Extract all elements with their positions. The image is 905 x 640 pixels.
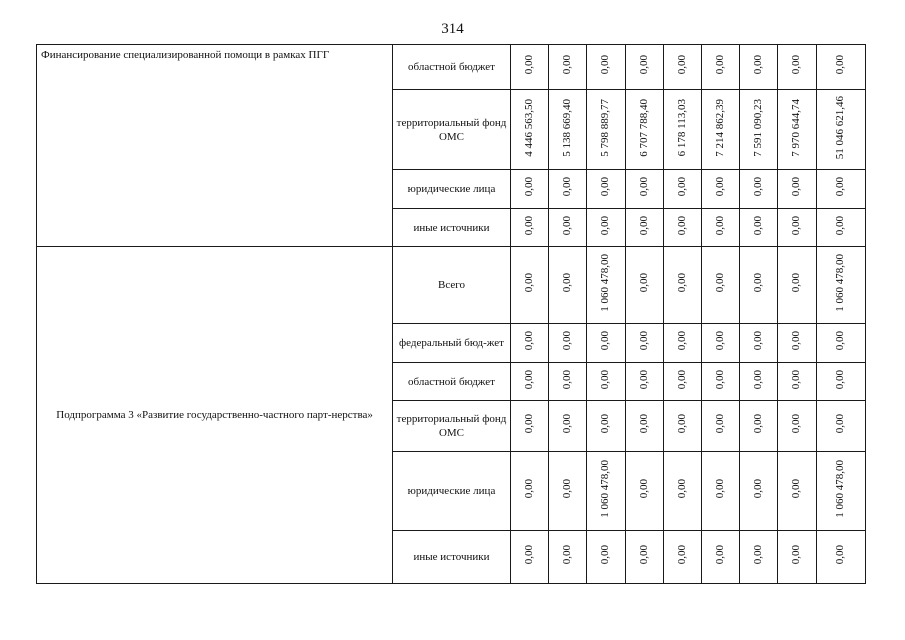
amount-cell xyxy=(587,170,625,209)
amount-value: 0,00 xyxy=(561,331,574,351)
amount-cell xyxy=(549,90,587,170)
amount-value: 0,00 xyxy=(675,177,688,197)
amount-value: 0,00 xyxy=(522,545,535,565)
amount-cell xyxy=(778,324,816,363)
amount-value: 0,00 xyxy=(675,55,688,75)
amount-value: 0,00 xyxy=(752,177,765,197)
amount-value: 0,00 xyxy=(675,369,688,390)
amount-cell xyxy=(625,363,663,401)
amount-value: 0,00 xyxy=(561,55,574,75)
amount-value: 0,00 xyxy=(790,215,803,236)
amount-value: 0,00 xyxy=(714,369,727,390)
amount-value: 0,00 xyxy=(637,414,650,434)
program-title: Финансирование специализированной помощи в рамках ПГГ xyxy=(37,45,393,247)
amount-value: 0,00 xyxy=(637,177,650,197)
amount-cell xyxy=(549,170,587,209)
table-row xyxy=(37,45,866,90)
amount-cell xyxy=(587,247,625,324)
amount-value: 7 214 862,39 xyxy=(714,98,727,157)
amount-value: 0,00 xyxy=(790,331,803,351)
amount-cell xyxy=(625,324,663,363)
amount-value: 4 446 563,50 xyxy=(522,98,535,157)
amount-cell xyxy=(549,247,587,324)
amount-cell xyxy=(778,209,816,247)
amount-value: 0,00 xyxy=(561,273,574,293)
amount-value: 0,00 xyxy=(637,479,650,499)
amount-cell xyxy=(510,247,548,324)
amount-value: 0,00 xyxy=(752,331,765,351)
amount-cell xyxy=(816,401,865,452)
amount-value: 1 060 478,00 xyxy=(834,254,847,312)
amount-value: 51 046 621,46 xyxy=(834,95,847,160)
amount-cell xyxy=(778,170,816,209)
amount-cell xyxy=(549,531,587,584)
amount-cell xyxy=(740,531,778,584)
amount-value: 0,00 xyxy=(714,55,727,75)
amount-value: 0,00 xyxy=(675,414,688,434)
amount-cell xyxy=(663,324,701,363)
amount-cell xyxy=(816,531,865,584)
amount-value: 0,00 xyxy=(637,369,650,390)
amount-cell xyxy=(510,324,548,363)
amount-cell xyxy=(625,401,663,452)
amount-cell xyxy=(510,45,548,90)
amount-cell xyxy=(587,90,625,170)
amount-value: 0,00 xyxy=(714,331,727,351)
amount-cell xyxy=(663,401,701,452)
amount-value: 0,00 xyxy=(834,55,847,75)
amount-value: 0,00 xyxy=(561,545,574,565)
amount-cell xyxy=(816,45,865,90)
amount-cell xyxy=(816,90,865,170)
amount-value: 0,00 xyxy=(714,479,727,499)
amount-value: 1 060 478,00 xyxy=(599,460,612,518)
amount-value: 5 798 889,77 xyxy=(599,98,612,157)
amount-value: 5 138 669,40 xyxy=(561,98,574,157)
amount-value: 7 591 090,23 xyxy=(752,98,765,157)
amount-cell xyxy=(740,170,778,209)
amount-value: 0,00 xyxy=(599,177,612,197)
funding-source-label: федеральный бюд-жет xyxy=(393,324,511,363)
amount-cell xyxy=(587,363,625,401)
amount-value: 0,00 xyxy=(752,55,765,75)
table-row xyxy=(37,247,866,324)
amount-value: 0,00 xyxy=(637,331,650,351)
amount-cell xyxy=(625,247,663,324)
amount-value: 0,00 xyxy=(599,331,612,351)
amount-cell xyxy=(816,247,865,324)
amount-cell xyxy=(701,363,739,401)
amount-cell xyxy=(778,45,816,90)
amount-value: 0,00 xyxy=(637,215,650,236)
amount-value: 0,00 xyxy=(790,545,803,565)
amount-cell xyxy=(740,90,778,170)
amount-cell xyxy=(587,209,625,247)
funding-source-label: юридические лица xyxy=(393,170,511,209)
amount-cell xyxy=(740,452,778,531)
amount-cell xyxy=(625,45,663,90)
amount-cell xyxy=(778,247,816,324)
funding-source-label: иные источники xyxy=(393,209,511,247)
amount-cell xyxy=(740,324,778,363)
amount-cell xyxy=(510,209,548,247)
amount-cell xyxy=(587,452,625,531)
amount-value: 0,00 xyxy=(752,479,765,499)
amount-cell xyxy=(701,531,739,584)
amount-value: 0,00 xyxy=(637,55,650,75)
amount-cell xyxy=(778,531,816,584)
amount-cell xyxy=(778,90,816,170)
amount-cell xyxy=(510,452,548,531)
amount-cell xyxy=(510,401,548,452)
funding-source-label: территориальный фонд ОМС xyxy=(393,401,511,452)
amount-cell xyxy=(549,401,587,452)
amount-cell xyxy=(816,452,865,531)
amount-value: 0,00 xyxy=(752,273,765,293)
amount-cell xyxy=(701,401,739,452)
amount-cell xyxy=(587,324,625,363)
amount-cell xyxy=(701,90,739,170)
program-title: Подпрограмма 3 «Развитие государственно-частного парт-нерства» xyxy=(37,247,393,584)
amount-value: 0,00 xyxy=(752,545,765,565)
amount-cell xyxy=(663,452,701,531)
amount-value: 0,00 xyxy=(522,414,535,434)
amount-cell xyxy=(816,170,865,209)
amount-value: 0,00 xyxy=(522,369,535,390)
amount-value: 0,00 xyxy=(522,479,535,499)
amount-cell xyxy=(625,531,663,584)
amount-value: 0,00 xyxy=(790,479,803,499)
amount-value: 0,00 xyxy=(834,414,847,434)
amount-value: 0,00 xyxy=(752,215,765,236)
amount-value: 0,00 xyxy=(561,369,574,390)
amount-value: 0,00 xyxy=(599,55,612,75)
amount-value: 0,00 xyxy=(714,215,727,236)
amount-value: 0,00 xyxy=(834,215,847,236)
amount-cell xyxy=(778,363,816,401)
amount-value: 0,00 xyxy=(752,369,765,390)
funding-source-label: территориальный фонд ОМС xyxy=(393,90,511,170)
amount-value: 0,00 xyxy=(675,545,688,565)
amount-value: 0,00 xyxy=(790,177,803,197)
amount-cell xyxy=(701,209,739,247)
amount-value: 0,00 xyxy=(675,215,688,236)
amount-value: 0,00 xyxy=(599,369,612,390)
amount-value: 0,00 xyxy=(834,177,847,197)
amount-value: 0,00 xyxy=(834,369,847,390)
amount-cell xyxy=(663,247,701,324)
amount-cell xyxy=(510,90,548,170)
amount-value: 0,00 xyxy=(561,479,574,499)
amount-cell xyxy=(625,209,663,247)
funding-source-label: областной бюджет xyxy=(393,45,511,90)
page-number: 314 xyxy=(441,21,464,37)
amount-cell xyxy=(549,452,587,531)
amount-cell xyxy=(740,401,778,452)
amount-cell xyxy=(740,209,778,247)
amount-cell xyxy=(701,324,739,363)
amount-value: 1 060 478,00 xyxy=(834,460,847,518)
amount-value: 0,00 xyxy=(675,273,688,293)
amount-cell xyxy=(625,452,663,531)
amount-value: 0,00 xyxy=(522,331,535,351)
amount-cell xyxy=(625,90,663,170)
amount-cell xyxy=(663,209,701,247)
budget-table xyxy=(36,44,866,584)
amount-value: 0,00 xyxy=(790,273,803,293)
amount-cell xyxy=(587,401,625,452)
amount-value: 0,00 xyxy=(599,545,612,565)
amount-cell xyxy=(663,363,701,401)
amount-value: 0,00 xyxy=(752,414,765,434)
amount-cell xyxy=(587,531,625,584)
amount-value: 0,00 xyxy=(714,414,727,434)
amount-value: 0,00 xyxy=(714,545,727,565)
amount-value: 0,00 xyxy=(834,545,847,565)
amount-value: 0,00 xyxy=(637,273,650,293)
funding-source-label: областной бюджет xyxy=(393,363,511,401)
amount-value: 6 178 113,03 xyxy=(675,98,688,157)
amount-value: 0,00 xyxy=(790,414,803,434)
amount-cell xyxy=(740,363,778,401)
amount-value: 0,00 xyxy=(599,215,612,236)
amount-value: 0,00 xyxy=(522,177,535,197)
amount-value: 0,00 xyxy=(790,369,803,390)
amount-cell xyxy=(663,90,701,170)
amount-value: 6 707 788,40 xyxy=(637,98,650,157)
amount-cell xyxy=(816,324,865,363)
amount-cell xyxy=(549,363,587,401)
amount-value: 0,00 xyxy=(714,177,727,197)
amount-cell xyxy=(663,170,701,209)
amount-cell xyxy=(549,45,587,90)
amount-cell xyxy=(701,45,739,90)
amount-cell xyxy=(510,170,548,209)
amount-value: 0,00 xyxy=(834,331,847,351)
amount-cell xyxy=(625,170,663,209)
amount-value: 0,00 xyxy=(637,545,650,565)
amount-value: 0,00 xyxy=(714,273,727,293)
amount-cell xyxy=(816,363,865,401)
amount-value: 0,00 xyxy=(561,414,574,434)
amount-value: 0,00 xyxy=(790,55,803,75)
amount-cell xyxy=(510,363,548,401)
amount-value: 0,00 xyxy=(675,479,688,499)
amount-cell xyxy=(701,452,739,531)
amount-cell xyxy=(549,324,587,363)
amount-value: 0,00 xyxy=(675,331,688,351)
amount-value: 1 060 478,00 xyxy=(599,254,612,312)
funding-source-label: Всего xyxy=(393,247,511,324)
amount-value: 0,00 xyxy=(561,177,574,197)
amount-value: 0,00 xyxy=(522,55,535,75)
amount-cell xyxy=(510,531,548,584)
amount-cell xyxy=(701,247,739,324)
amount-cell xyxy=(778,452,816,531)
amount-cell xyxy=(778,401,816,452)
amount-cell xyxy=(740,45,778,90)
amount-cell xyxy=(587,45,625,90)
amount-value: 0,00 xyxy=(561,215,574,236)
amount-value: 0,00 xyxy=(599,414,612,434)
funding-source-label: иные источники xyxy=(393,531,511,584)
amount-value: 7 970 644,74 xyxy=(790,98,803,157)
amount-value: 0,00 xyxy=(522,215,535,236)
amount-cell xyxy=(663,531,701,584)
amount-value: 0,00 xyxy=(522,273,535,293)
amount-cell xyxy=(663,45,701,90)
amount-cell xyxy=(549,209,587,247)
amount-cell xyxy=(740,247,778,324)
amount-cell xyxy=(701,170,739,209)
budget-table-body xyxy=(37,45,866,584)
amount-cell xyxy=(816,209,865,247)
funding-source-label: юридические лица xyxy=(393,452,511,531)
